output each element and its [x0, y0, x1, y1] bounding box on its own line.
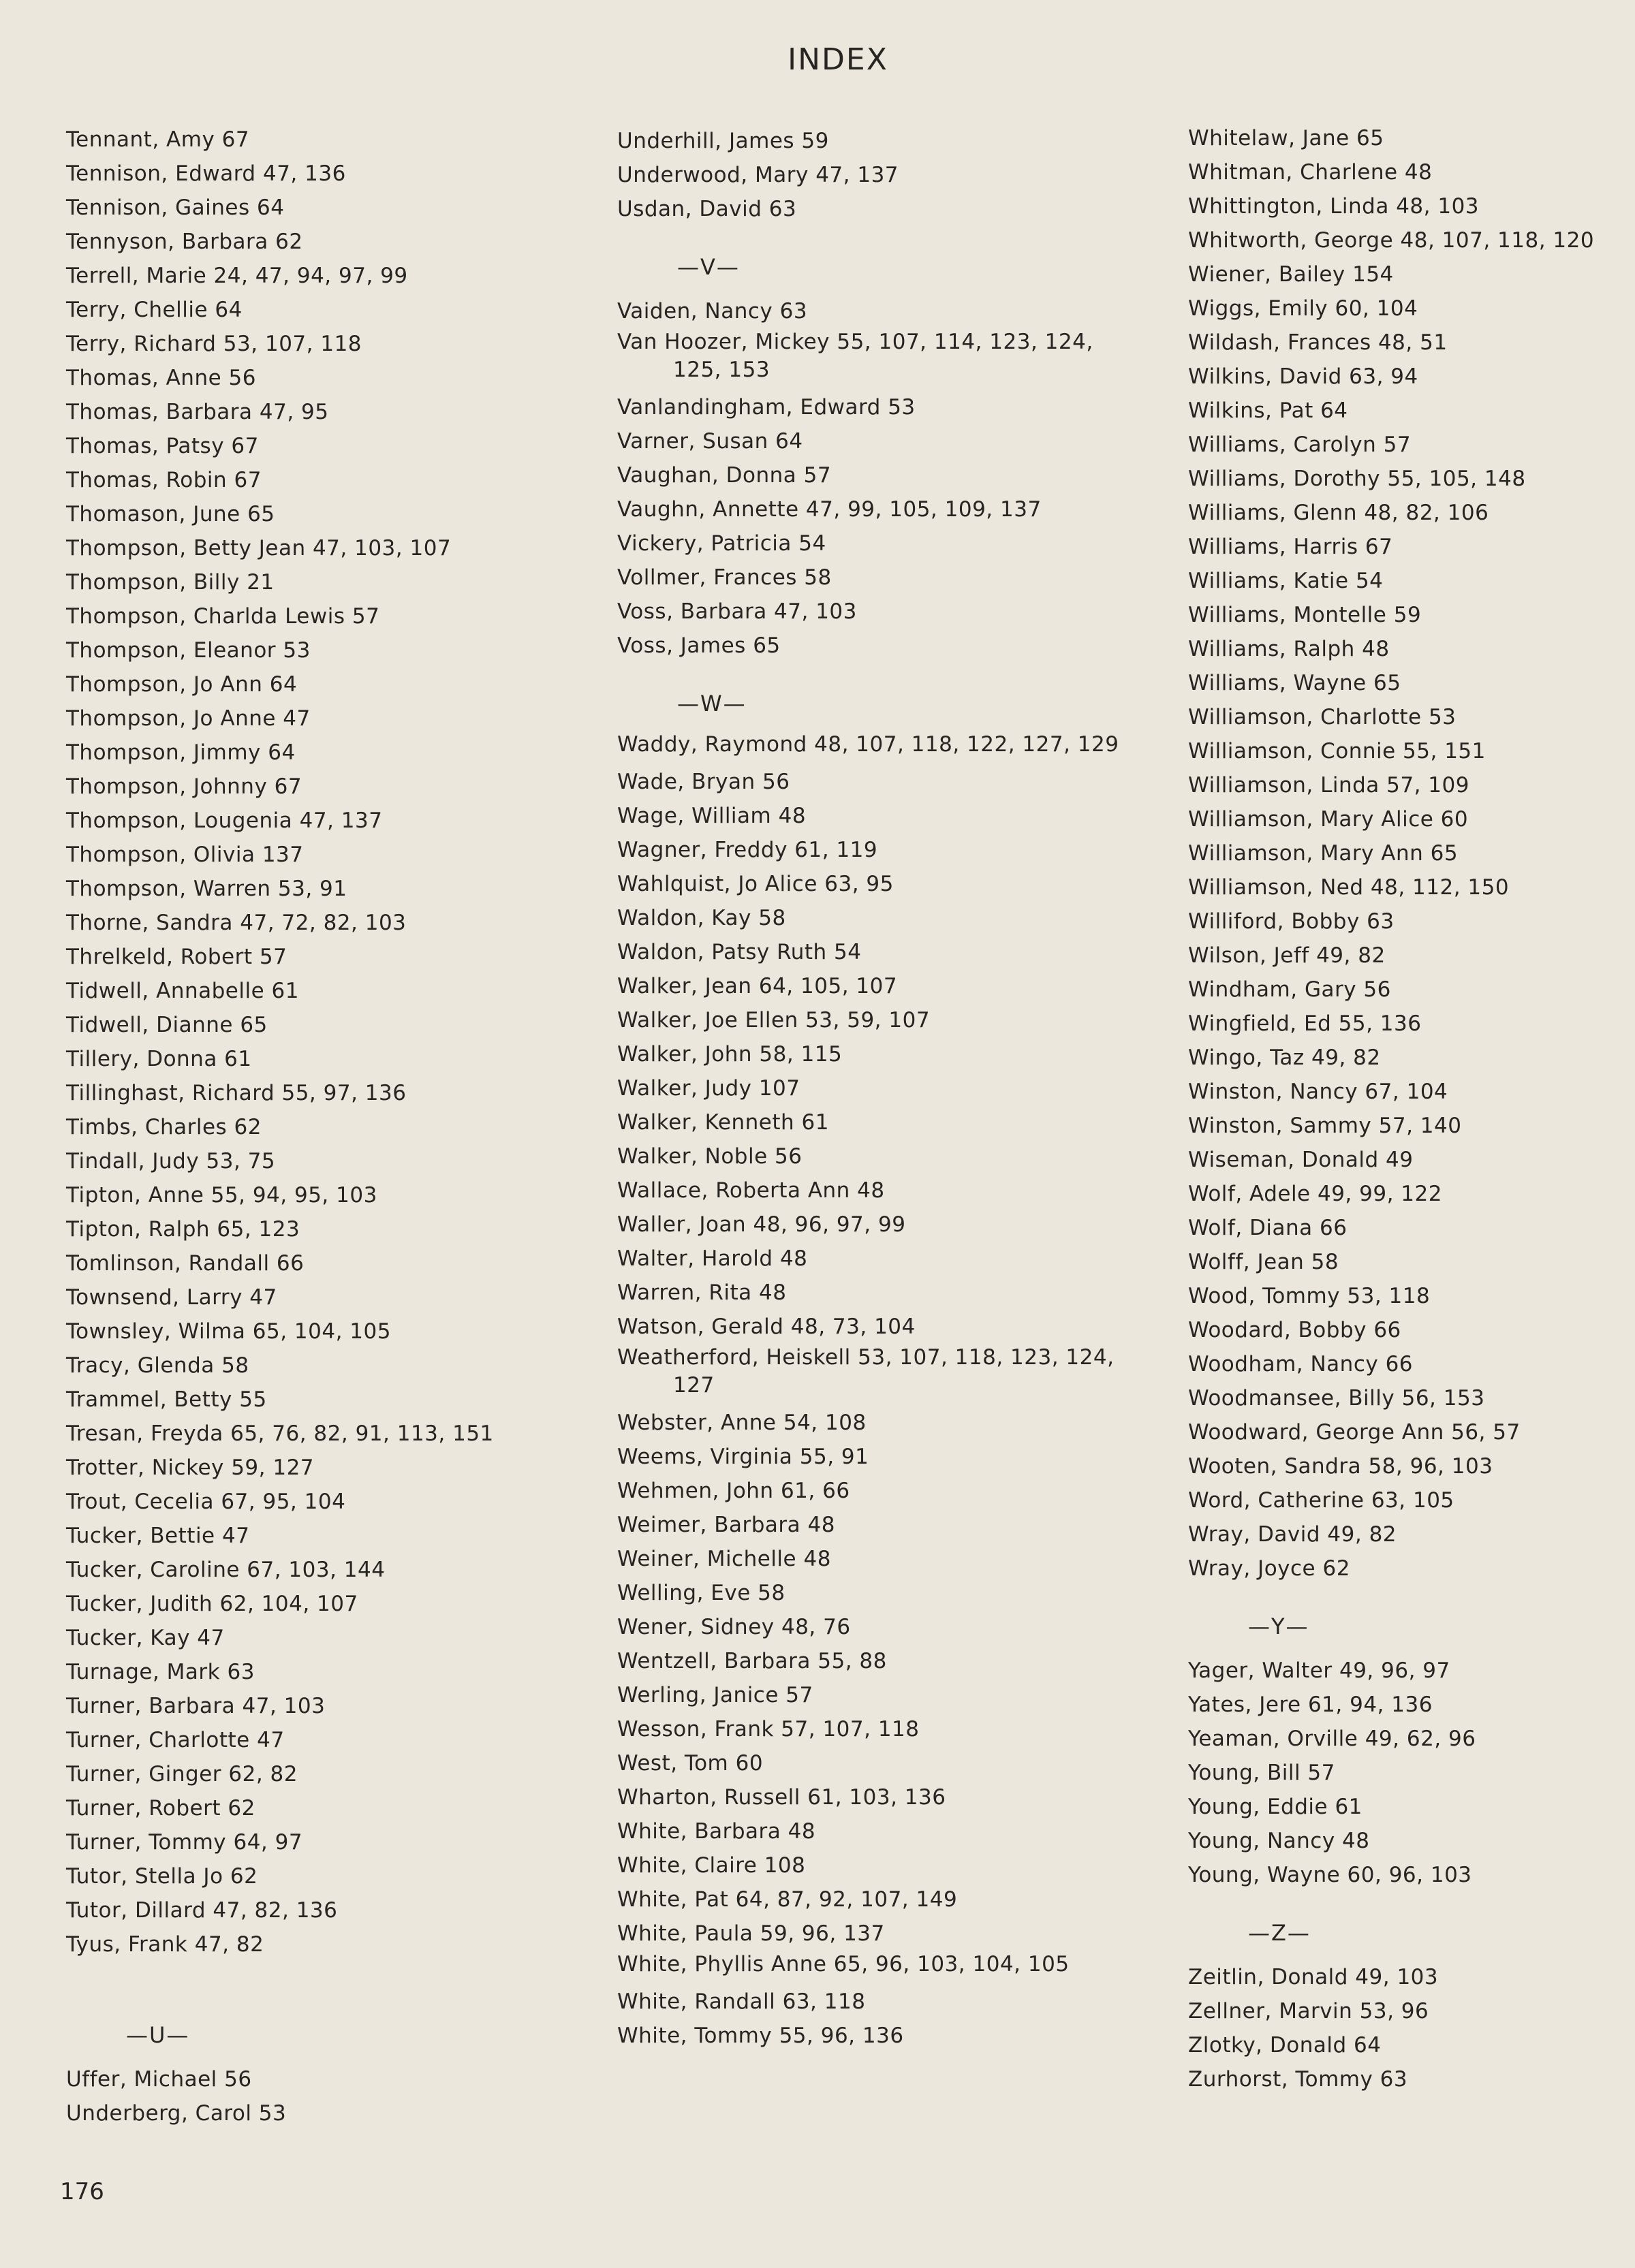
index-entry: Waddy, Raymond 48, 107, 118, 122, 127, 129 — [617, 732, 1119, 757]
index-entry: Thomas, Barbara 47, 95 — [66, 400, 329, 424]
index-entry: White, Pat 64, 87, 92, 107, 149 — [617, 1887, 958, 1912]
index-entry: Underhill, James 59 — [617, 129, 829, 153]
index-entry: Tucker, Kay 47 — [66, 1626, 225, 1650]
index-entry: Terry, Chellie 64 — [66, 298, 243, 322]
index-entry: Tidwell, Annabelle 61 — [66, 979, 299, 1003]
index-entry: Williams, Katie 54 — [1188, 569, 1384, 593]
index-entry: Walker, Noble 56 — [617, 1144, 803, 1169]
index-entry: Tillinghast, Richard 55, 97, 136 — [66, 1081, 407, 1105]
index-entry: Word, Catherine 63, 105 — [1188, 1488, 1454, 1513]
index-entry: Uffer, Michael 56 — [66, 2067, 252, 2092]
index-entry: Zurhorst, Tommy 63 — [1188, 2067, 1408, 2092]
section-letter-heading: —Y— — [1248, 1613, 1309, 1639]
index-entry: Thompson, Billy 21 — [66, 570, 275, 595]
index-entry: Tyus, Frank 47, 82 — [66, 1932, 264, 1957]
index-entry: Wingfield, Ed 55, 136 — [1188, 1011, 1422, 1036]
index-entry: Tindall, Judy 53, 75 — [66, 1149, 276, 1174]
index-entry: Tresan, Freyda 65, 76, 82, 91, 113, 151 — [66, 1421, 494, 1446]
index-entry: Williamson, Mary Ann 65 — [1188, 841, 1459, 866]
index-entry: Wray, Joyce 62 — [1188, 1556, 1350, 1581]
index-entry: Yager, Walter 49, 96, 97 — [1188, 1658, 1450, 1683]
index-entry: Tucker, Caroline 67, 103, 144 — [66, 1558, 386, 1582]
index-entry: Wentzell, Barbara 55, 88 — [617, 1649, 887, 1673]
index-entry: Tucker, Bettie 47 — [66, 1524, 250, 1548]
index-entry: Trout, Cecelia 67, 95, 104 — [66, 1490, 346, 1514]
index-entry: Zeitlin, Donald 49, 103 — [1188, 1965, 1439, 1989]
index-entry: Trammel, Betty 55 — [66, 1387, 267, 1412]
index-entry: Warren, Rita 48 — [617, 1280, 787, 1305]
index-entry: Williams, Glenn 48, 82, 106 — [1188, 501, 1489, 525]
index-entry: Thompson, Warren 53, 91 — [66, 877, 347, 901]
index-entry: White, Paula 59, 96, 137 — [617, 1921, 885, 1946]
index-entry: Townsend, Larry 47 — [66, 1285, 277, 1310]
index-entry: Turner, Barbara 47, 103 — [66, 1694, 326, 1718]
index-entry: Wolff, Jean 58 — [1188, 1250, 1339, 1274]
index-entry: Williford, Bobby 63 — [1188, 909, 1395, 934]
index-entry: Young, Bill 57 — [1188, 1761, 1335, 1785]
index-entry: Wray, David 49, 82 — [1188, 1522, 1397, 1547]
index-entry: Waller, Joan 48, 96, 97, 99 — [617, 1212, 906, 1237]
index-entry: Thompson, Olivia 137 — [66, 842, 304, 867]
index-entry: Yeaman, Orville 49, 62, 96 — [1188, 1727, 1476, 1751]
index-entry: Woodmansee, Billy 56, 153 — [1188, 1386, 1485, 1411]
index-entry: Webster, Anne 54, 108 — [617, 1411, 867, 1435]
index-entry: Welling, Eve 58 — [617, 1581, 785, 1605]
index-entry: Whitelaw, Jane 65 — [1188, 126, 1384, 151]
index-entry: Williams, Dorothy 55, 105, 148 — [1188, 467, 1526, 491]
index-entry: Thompson, Jimmy 64 — [66, 740, 296, 765]
index-entry: Wooten, Sandra 58, 96, 103 — [1188, 1454, 1493, 1479]
index-entry: Williamson, Linda 57, 109 — [1188, 773, 1469, 798]
index-entry: Vaughan, Donna 57 — [617, 463, 832, 488]
index-entry: Williams, Harris 67 — [1188, 535, 1393, 559]
index-entry: Wilkins, David 63, 94 — [1188, 364, 1418, 389]
index-entry: Tennison, Edward 47, 136 — [66, 161, 346, 186]
index-entry: Walker, John 58, 115 — [617, 1042, 843, 1067]
index-entry: Wingo, Taz 49, 82 — [1188, 1045, 1381, 1070]
index-entry: Winston, Nancy 67, 104 — [1188, 1080, 1448, 1104]
index-entry: Wiener, Bailey 154 — [1188, 262, 1394, 287]
index-entry: Tennison, Gaines 64 — [66, 195, 285, 220]
index-entry: Weiner, Michelle 48 — [617, 1547, 831, 1571]
index-entry: Voss, Barbara 47, 103 — [617, 599, 857, 624]
index-entry: Tennant, Amy 67 — [66, 127, 250, 152]
index-entry: Wildash, Frances 48, 51 — [1188, 330, 1448, 355]
index-entry: Whittington, Linda 48, 103 — [1188, 194, 1480, 219]
index-entry: Zlotky, Donald 64 — [1188, 2033, 1382, 2058]
index-column-2 — [617, 124, 1149, 2053]
index-entry: White, Barbara 48 — [617, 1819, 816, 1844]
index-entry: Williams, Wayne 65 — [1188, 671, 1401, 695]
index-entry: Werling, Janice 57 — [617, 1683, 813, 1707]
index-entry: Tipton, Anne 55, 94, 95, 103 — [66, 1183, 377, 1208]
index-entry: Turner, Charlotte 47 — [66, 1728, 285, 1752]
index-entry: Walker, Judy 107 — [617, 1076, 800, 1101]
index-entry: Vollmer, Frances 58 — [617, 565, 832, 590]
index-entry: Vanlandingham, Edward 53 — [617, 395, 916, 420]
index-entry: Turner, Tommy 64, 97 — [66, 1830, 303, 1855]
index-entry: Wahlquist, Jo Alice 63, 95 — [617, 872, 894, 896]
index-column-3 — [1188, 121, 1635, 2096]
section-letter-heading: —Z— — [1248, 1920, 1311, 1946]
index-entry: Wolf, Adele 49, 99, 122 — [1188, 1182, 1442, 1206]
section-letter-heading: —W— — [677, 691, 747, 716]
index-entry: Thomas, Patsy 67 — [66, 434, 259, 458]
index-entry: Timbs, Charles 62 — [66, 1115, 262, 1139]
page-number: 176 — [60, 2178, 104, 2205]
index-entry: Woodard, Bobby 66 — [1188, 1318, 1401, 1342]
index-entry: Woodward, George Ann 56, 57 — [1188, 1420, 1521, 1445]
index-entry: Wener, Sidney 48, 76 — [617, 1615, 851, 1639]
index-entry: Wallace, Roberta Ann 48 — [617, 1178, 885, 1203]
index-entry: Young, Eddie 61 — [1188, 1795, 1362, 1819]
index-entry: Whitman, Charlene 48 — [1188, 160, 1433, 185]
index-entry: Wilkins, Pat 64 — [1188, 398, 1348, 423]
index-entry: Terry, Richard 53, 107, 118 — [66, 332, 362, 356]
index-entry: Walter, Harold 48 — [617, 1246, 808, 1271]
index-entry: Williamson, Charlotte 53 — [1188, 705, 1457, 729]
index-entry: Van Hoozer, Mickey 55, 107, 114, 123, 124, 125, 153 — [617, 330, 1093, 382]
index-entry: Wilson, Jeff 49, 82 — [1188, 943, 1386, 968]
index-entry: Young, Nancy 48 — [1188, 1829, 1370, 1853]
index-column-1 — [66, 123, 597, 2130]
index-entry: Thomas, Anne 56 — [66, 366, 256, 390]
index-entry: Tidwell, Dianne 65 — [66, 1013, 268, 1037]
index-entry: Thompson, Charlda Lewis 57 — [66, 604, 380, 629]
index-entry: Usdan, David 63 — [617, 197, 797, 221]
index-entry: Williamson, Connie 55, 151 — [1188, 739, 1486, 763]
index-entry: Williamson, Mary Alice 60 — [1188, 807, 1469, 832]
index-entry: Williams, Ralph 48 — [1188, 637, 1390, 661]
index-entry: White, Phyllis Anne 65, 96, 103, 104, 105 — [617, 1952, 1070, 1976]
index-entry: Turnage, Mark 63 — [66, 1660, 255, 1684]
index-entry: Williams, Montelle 59 — [1188, 603, 1422, 627]
index-entry: Watson, Gerald 48, 73, 104 — [617, 1314, 916, 1339]
index-entry: White, Claire 108 — [617, 1853, 806, 1878]
section-spacer — [66, 1962, 597, 1994]
index-entry: Walker, Joe Ellen 53, 59, 107 — [617, 1008, 931, 1033]
index-entry: Weatherford, Heiskell 53, 107, 118, 123, 124, 127 — [617, 1345, 1115, 1398]
index-entry: Waldon, Patsy Ruth 54 — [617, 940, 862, 964]
index-entry: Tipton, Ralph 65, 123 — [66, 1217, 300, 1242]
index-entry: Thomason, June 65 — [66, 502, 275, 526]
index-entry: Tomlinson, Randall 66 — [66, 1251, 305, 1276]
index-entry: Whitworth, George 48, 107, 118, 120 — [1188, 228, 1595, 253]
index-entry: Walker, Kenneth 61 — [617, 1110, 829, 1135]
index-entry: Wage, William 48 — [617, 804, 807, 828]
index-entry: Yates, Jere 61, 94, 136 — [1188, 1692, 1433, 1717]
index-entry: Wagner, Freddy 61, 119 — [617, 838, 878, 862]
index-entry: Townsley, Wilma 65, 104, 105 — [66, 1319, 391, 1344]
index-entry: Young, Wayne 60, 96, 103 — [1188, 1863, 1472, 1887]
index-entry: Turner, Robert 62 — [66, 1796, 255, 1821]
index-entry: Thompson, Betty Jean 47, 103, 107 — [66, 536, 452, 561]
index-entry: Thomas, Robin 67 — [66, 468, 262, 492]
index-entry: Tillery, Donna 61 — [66, 1047, 252, 1071]
index-entry: Wharton, Russell 61, 103, 136 — [617, 1785, 946, 1810]
index-entry: White, Randall 63, 118 — [617, 1989, 866, 2014]
index-entry: Tutor, Dillard 47, 82, 136 — [66, 1898, 338, 1923]
index-entry: Waldon, Kay 58 — [617, 906, 786, 930]
index-entry: Williamson, Ned 48, 112, 150 — [1188, 875, 1510, 900]
index-entry: Wolf, Diana 66 — [1188, 1216, 1348, 1240]
index-entry: Wood, Tommy 53, 118 — [1188, 1284, 1431, 1308]
index-entry: Thompson, Jo Anne 47 — [66, 706, 311, 731]
page-title: INDEX — [788, 42, 888, 77]
index-entry: Woodham, Nancy 66 — [1188, 1352, 1414, 1376]
index-entry: Winston, Sammy 57, 140 — [1188, 1114, 1462, 1138]
index-entry: Wade, Bryan 56 — [617, 770, 790, 794]
index-entry: Tucker, Judith 62, 104, 107 — [66, 1592, 358, 1616]
index-entry: Thompson, Jo Ann 64 — [66, 672, 298, 697]
section-letter-heading: —V— — [677, 254, 740, 280]
index-entry: Weimer, Barbara 48 — [617, 1513, 835, 1537]
index-entry: West, Tom 60 — [617, 1751, 764, 1776]
index-entry: Weems, Virginia 55, 91 — [617, 1445, 869, 1469]
index-entry: Thompson, Lougenia 47, 137 — [66, 808, 383, 833]
index-entry: Varner, Susan 64 — [617, 429, 803, 454]
index-entry: Wehmen, John 61, 66 — [617, 1479, 850, 1503]
index-entry: Vickery, Patricia 54 — [617, 531, 826, 556]
index-entry: Walker, Jean 64, 105, 107 — [617, 974, 898, 998]
index-entry: Wiggs, Emily 60, 104 — [1188, 296, 1418, 321]
index-entry: Trotter, Nickey 59, 127 — [66, 1455, 315, 1480]
index-entry: Underberg, Carol 53 — [66, 2101, 287, 2126]
index-entry: Thompson, Eleanor 53 — [66, 638, 311, 663]
index-entry: Wiseman, Donald 49 — [1188, 1148, 1414, 1172]
index-entry: Terrell, Marie 24, 47, 94, 97, 99 — [66, 264, 408, 288]
index-entry: Williams, Carolyn 57 — [1188, 432, 1412, 457]
index-entry: White, Tommy 55, 96, 136 — [617, 2023, 904, 2048]
index-entry: Vaiden, Nancy 63 — [617, 299, 808, 324]
index-entry: Tennyson, Barbara 62 — [66, 230, 303, 254]
index-entry: Tutor, Stella Jo 62 — [66, 1864, 258, 1889]
index-entry: Voss, James 65 — [617, 633, 781, 658]
index-entry: Tracy, Glenda 58 — [66, 1353, 249, 1378]
index-entry: Turner, Ginger 62, 82 — [66, 1762, 298, 1786]
index-entry: Thompson, Johnny 67 — [66, 774, 302, 799]
section-letter-heading: —U— — [126, 2022, 190, 2048]
index-entry: Wesson, Frank 57, 107, 118 — [617, 1717, 920, 1742]
index-entry: Vaughn, Annette 47, 99, 105, 109, 137 — [617, 497, 1042, 522]
index-entry: Underwood, Mary 47, 137 — [617, 163, 899, 187]
index-entry: Threlkeld, Robert 57 — [66, 945, 287, 969]
index-entry: Thorne, Sandra 47, 72, 82, 103 — [66, 911, 407, 935]
index-entry: Zellner, Marvin 53, 96 — [1188, 1999, 1429, 2023]
index-entry: Windham, Gary 56 — [1188, 977, 1391, 1002]
